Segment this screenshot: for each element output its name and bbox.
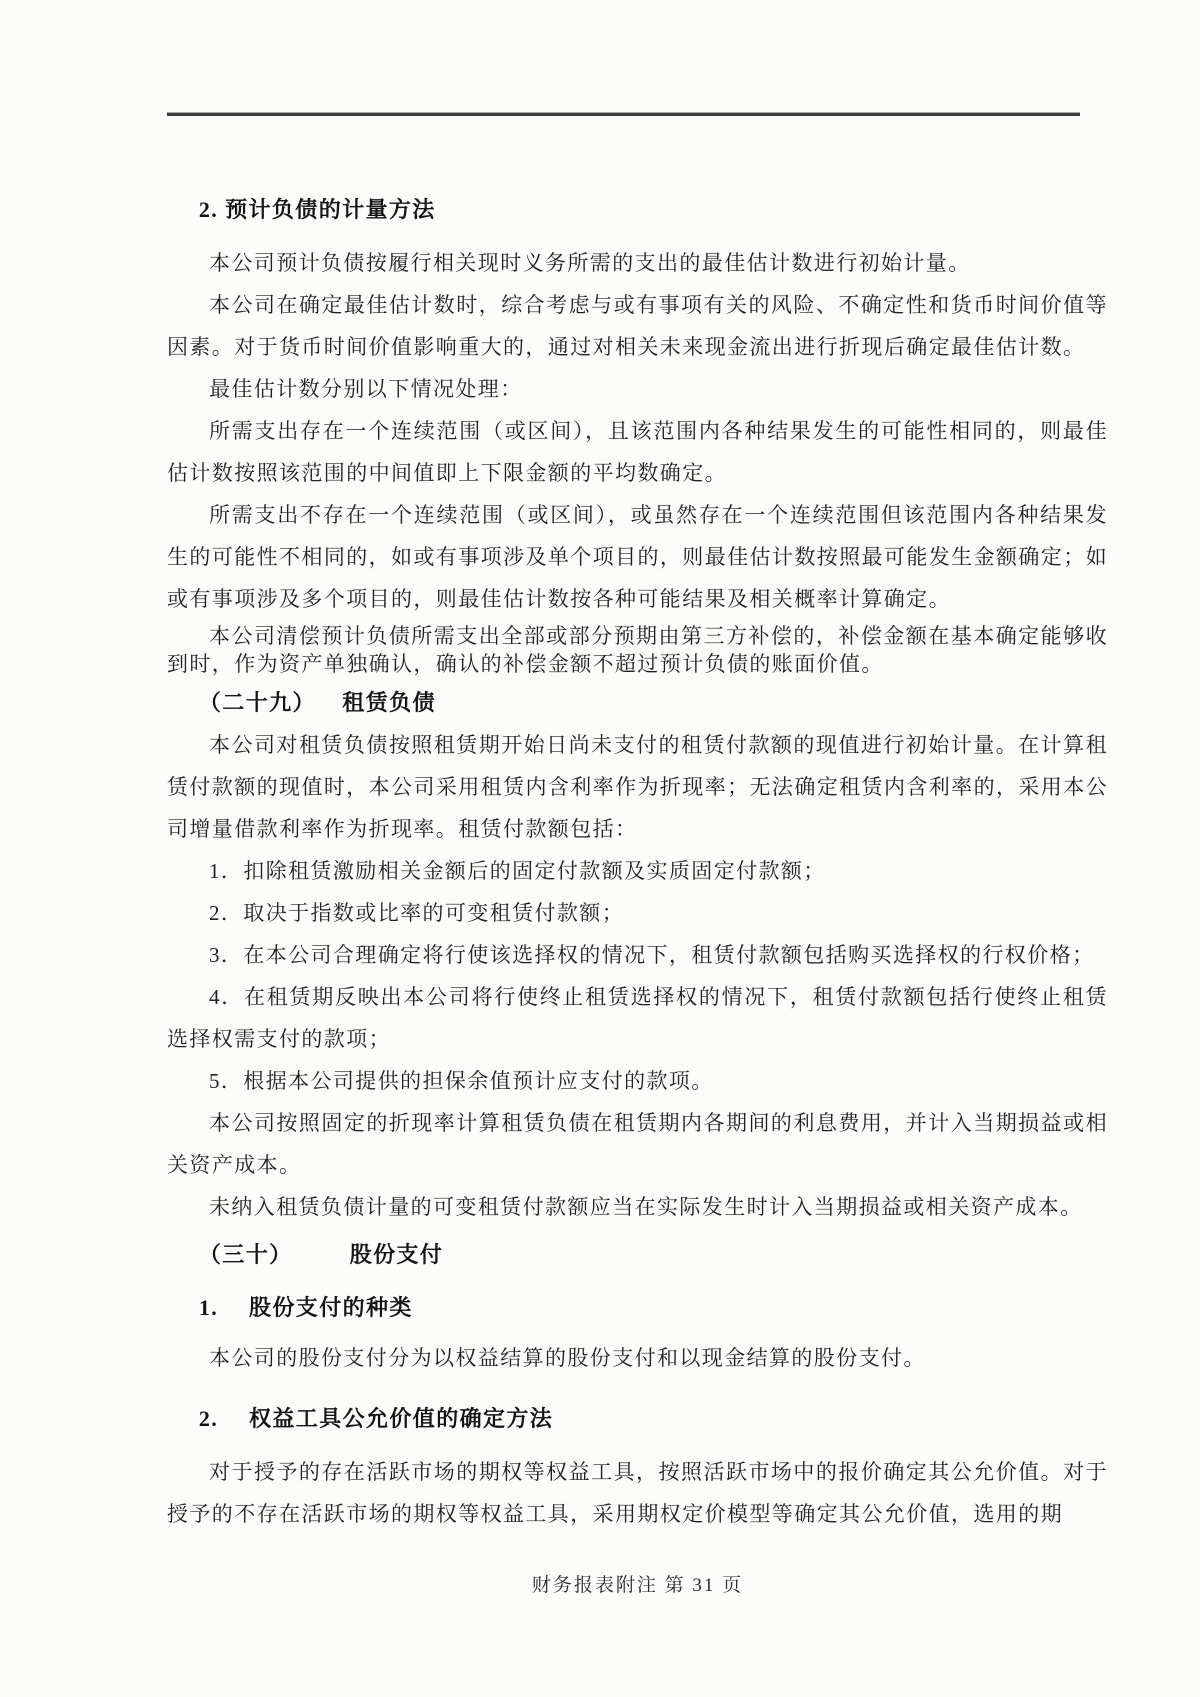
- list-item-lease-payment-5: 5．根据本公司提供的担保余值预计应支付的款项。: [209, 1069, 714, 1093]
- subheading-equity-fair-value-method: [167, 1398, 1108, 1440]
- header-rule: [167, 113, 1080, 116]
- list-item-lease-payment-3: 3．在本公司合理确定将行使该选择权的情况下，租赁付款额包括购买选择权的行权价格；: [209, 943, 1095, 967]
- list-item-lease-payment-2: 2．取决于指数或比率的可变租赁付款额；: [209, 901, 625, 925]
- heading-provision-measurement: 2. 预计负债的计量方法: [198, 197, 436, 222]
- section-title: 股份支付: [349, 1242, 444, 1267]
- paragraph-lease-liability-measurement: 本公司对租赁负债按照租赁期开始日尚未支付的租赁付款额的现值进行初始计量。在计算租赁付款额的现值时，本公司采用租赁内含利率作为折现率；无法确定租赁内含利率的，采用本公司增量借款利率作为折现率。租赁付款额包括：: [167, 733, 1108, 841]
- paragraph-continuous-range: 所需支出存在一个连续范围（或区间），且该范围内各种结果发生的可能性相同的，则最佳估计数按照该范围的中间值即上下限金额的平均数确定。: [167, 419, 1108, 485]
- paragraph-initial-measurement: 本公司预计负债按履行相关现时义务所需的支出的最佳估计数进行初始计量。: [209, 251, 971, 275]
- section-heading-29-lease-liabilities: [167, 682, 1108, 724]
- paragraph-equity-fair-value: 对于授予的存在活跃市场的期权等权益工具，按照活跃市场中的报价确定其公允价值。对于授予的不存在活跃市场的期权等权益工具，采用期权定价模型等确定其公允价值，选用的期: [167, 1460, 1108, 1526]
- footer-page-label: 财务报表附注 第 31 页: [531, 1575, 744, 1596]
- paragraph-lease-interest-expense: 本公司按照固定的折现率计算租赁负债在租赁期内各期间的利息费用，并计入当期损益或相关资产成本。: [167, 1111, 1108, 1177]
- section-number: （三十）: [198, 1242, 293, 1267]
- subheading-title: 股份支付的种类: [249, 1295, 413, 1320]
- subheading-number: 1.: [198, 1295, 219, 1320]
- paragraph-best-estimate-cases: 最佳估计数分别以下情况处理：: [209, 377, 523, 401]
- subheading-number: 2.: [198, 1406, 219, 1431]
- paragraph-third-party-compensation: 本公司清偿预计负债所需支出全部或部分预期由第三方补偿的，补偿金额在基本确定能够收到时，作为资产单独确认，确认的补偿金额不超过预计负债的账面价值。: [167, 624, 1108, 676]
- section-heading-30-share-payment: [167, 1234, 1108, 1276]
- paragraph-share-payment-classes: 本公司的股份支付分为以权益结算的股份支付和以现金结算的股份支付。: [209, 1346, 926, 1370]
- paragraph-best-estimate-factors: 本公司在确定最佳估计数时，综合考虑与或有事项有关的风险、不确定性和货币时间价值等因素。对于货币时间价值影响重大的，通过对相关未来现金流出进行折现后确定最佳估计数。: [167, 293, 1108, 359]
- subheading-share-payment-types: [167, 1287, 1108, 1329]
- section-number: （二十九）: [198, 690, 316, 715]
- list-item-lease-payment-1: 1．扣除租赁激励相关金额后的固定付款额及实质固定付款额；: [209, 859, 826, 883]
- section-title: 租赁负债: [342, 690, 436, 715]
- subheading-title: 权益工具公允价值的确定方法: [249, 1406, 554, 1431]
- list-item-lease-payment-4: 4．在租赁期反映出本公司将行使终止租赁选择权的情况下，租赁付款额包括行使终止租赁选择权需支付的款项；: [167, 985, 1108, 1051]
- document-content: [167, 0, 1108, 1607]
- paragraph-no-continuous-range: 所需支出不存在一个连续范围（或区间），或虽然存在一个连续范围但该范围内各种结果发生的可能性不相同的，如或有事项涉及单个项目的，则最佳估计数按照最可能发生金额确定；如或有事项涉及多个项目的，则最佳估计数按各种可能结果及相关概率计算确定。: [167, 503, 1108, 611]
- paragraph-variable-lease-payments: 未纳入租赁负债计量的可变租赁付款额应当在实际发生时计入当期损益或相关资产成本。: [209, 1195, 1083, 1219]
